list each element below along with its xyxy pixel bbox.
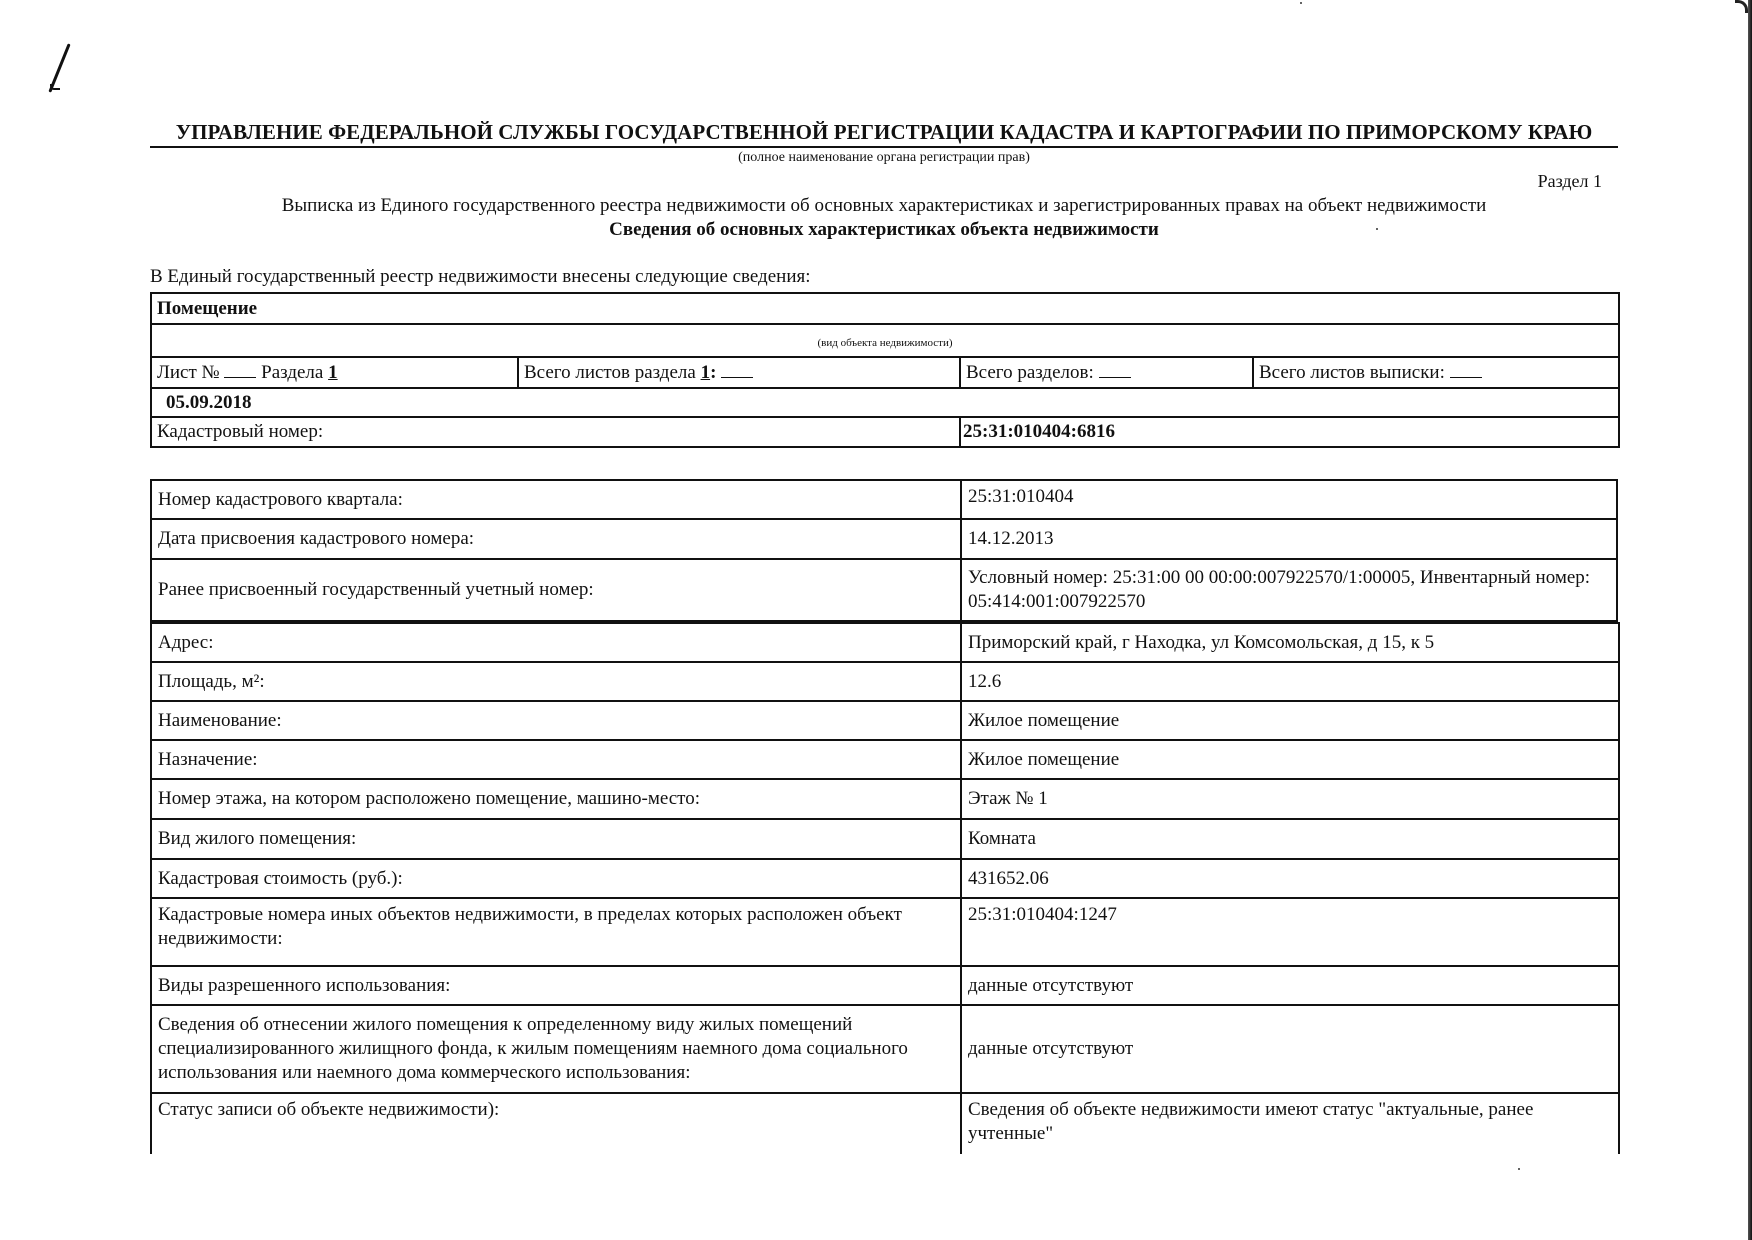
sheet-number-blank — [224, 361, 256, 378]
object-kind-caption-row — [151, 324, 1619, 357]
pen-mark-hook — [50, 84, 60, 90]
table-row — [151, 480, 1617, 519]
field-value: Приморский край, г Находка, ул Комсомольская, д 15, к 5 — [961, 623, 1619, 662]
total-extract-sheets-label: Всего листов выписки: — [1259, 361, 1445, 383]
field-label: Кадастровые номера иных объектов недвижимости, в пределах которых расположен объект недвижимости: — [151, 898, 961, 966]
scan-speck — [1300, 2, 1302, 4]
field-value: данные отсутствуют — [961, 1005, 1619, 1093]
organization-caption: (полное наименование органа регистрации прав) — [738, 150, 1030, 165]
field-label: Статус записи об объекте недвижимости): — [151, 1093, 961, 1154]
total-section-sheets-blank — [721, 361, 753, 378]
field-value: Условный номер: 25:31:00 00 00:00:007922570/1:00005, Инвентарный номер: 05:414:001:007922570 — [961, 559, 1617, 621]
field-label: Номер кадастрового квартала: — [151, 480, 961, 519]
scan-speck — [1518, 1168, 1520, 1170]
total-sections-cell — [960, 357, 1253, 388]
details-table-b — [150, 622, 1620, 1154]
field-value: 25:31:010404:1247 — [961, 898, 1619, 966]
table-row — [151, 966, 1619, 1005]
total-extract-sheets-cell — [1253, 357, 1619, 388]
scan-page-corner — [1735, 0, 1748, 13]
extract-subtitle: Сведения об основных характеристиках объекта недвижимости — [609, 219, 1159, 240]
sheet-number-cell — [151, 357, 518, 388]
table-row — [151, 819, 1619, 859]
field-value: 14.12.2013 — [961, 519, 1617, 559]
cadastral-number-row — [151, 417, 1619, 447]
field-label: Кадастровая стоимость (руб.): — [151, 859, 961, 898]
total-section-sheets-label: Всего листов раздела — [524, 361, 696, 383]
section-of-value: 1 — [328, 361, 338, 383]
table-row — [151, 662, 1619, 701]
field-value: 25:31:010404 — [961, 480, 1617, 519]
organization-name: УПРАВЛЕНИЕ ФЕДЕРАЛЬНОЙ СЛУЖБЫ ГОСУДАРСТВЕННОЙ РЕГИСТРАЦИИ КАДАСТРА И КАРТОГРАФИИ ПО ПРИМОРСКОМУ КРАЮ — [150, 120, 1618, 148]
table-row — [151, 559, 1617, 621]
details-table-a — [150, 479, 1618, 622]
extract-date: 05.09.2018 — [151, 388, 1619, 417]
table-row — [151, 859, 1619, 898]
table-row — [151, 1093, 1619, 1154]
total-sections-blank — [1099, 361, 1131, 378]
total-section-sheets-value: 1 — [700, 361, 711, 383]
sheet-info-row — [151, 357, 1619, 388]
field-value: Жилое помещение — [961, 740, 1619, 779]
table-row — [151, 779, 1619, 819]
field-label: Сведения об отнесении жилого помещения к определенному виду жилых помещений специализированного жилищного фонда, к жилым помещениям наемного дома социального использования или наемного дома коммерческого использования: — [151, 1005, 961, 1093]
field-label: Назначение: — [151, 740, 961, 779]
object-kind-caption: (вид объекта недвижимости) — [151, 324, 1619, 357]
field-label: Виды разрешенного использования: — [151, 966, 961, 1005]
intro-text: В Единый государственный реестр недвижимости внесены следующие сведения: — [150, 266, 811, 287]
field-value: 12.6 — [961, 662, 1619, 701]
field-value: Жилое помещение — [961, 701, 1619, 740]
section-of-label: Раздела — [261, 361, 324, 383]
field-label: Вид жилого помещения: — [151, 819, 961, 859]
cadastral-number-label: Кадастровый номер: — [151, 417, 960, 447]
table-row — [151, 1005, 1619, 1093]
total-extract-sheets-blank — [1450, 361, 1482, 378]
table-row — [151, 519, 1617, 559]
cadastral-number-value: 25:31:010404:6816 — [960, 417, 1619, 447]
field-value: 431652.06 — [961, 859, 1619, 898]
table-row — [151, 898, 1619, 966]
field-label: Наименование: — [151, 701, 961, 740]
table-row — [151, 623, 1619, 662]
total-section-sheets-cell: Всего листов раздела 1: — [518, 357, 960, 388]
field-label: Адрес: — [151, 623, 961, 662]
field-label: Площадь, м²: — [151, 662, 961, 701]
field-value: данные отсутствуют — [961, 966, 1619, 1005]
object-kind-row — [151, 293, 1619, 324]
extract-title: Выписка из Единого государственного реестра недвижимости об основных характеристиках и зарегистрированных правах на объект недвижимости — [281, 195, 1487, 216]
field-label: Ранее присвоенный государственный учетный номер: — [151, 559, 961, 621]
summary-table — [150, 292, 1620, 448]
field-value: Сведения об объекте недвижимости имеют статус "актуальные, ранее учтенные" — [961, 1093, 1619, 1154]
field-label: Номер этажа, на котором расположено помещение, машино-место: — [151, 779, 961, 819]
sheet-number-label: Лист № — [157, 361, 220, 383]
object-kind: Помещение — [151, 293, 1619, 324]
table-row — [151, 701, 1619, 740]
section-label: Раздел 1 — [1537, 171, 1602, 191]
date-row — [151, 388, 1619, 417]
scan-page-edge — [1748, 0, 1752, 1240]
field-label: Дата присвоения кадастрового номера: — [151, 519, 961, 559]
field-value: Этаж № 1 — [961, 779, 1619, 819]
field-value: Комната — [961, 819, 1619, 859]
table-row — [151, 740, 1619, 779]
total-sections-label: Всего разделов: — [966, 361, 1094, 383]
